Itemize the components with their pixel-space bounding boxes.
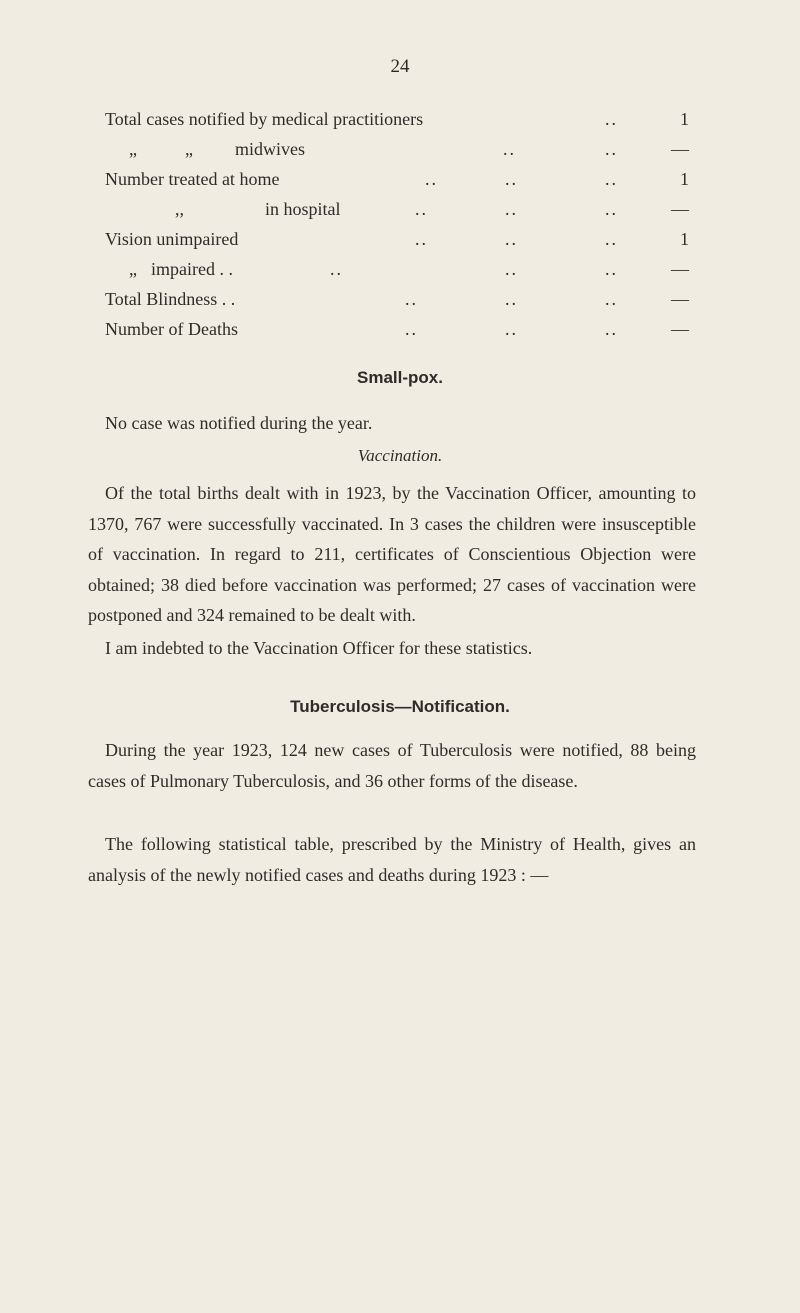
leader-dots: ..	[415, 229, 428, 249]
section-heading-vaccination: Vaccination.	[357, 446, 443, 465]
stat-row	[105, 164, 695, 194]
stat-value: —	[671, 289, 689, 309]
stat-label: in hospital	[265, 199, 341, 219]
vaccination-paragraph: Of the total births dealt with in 1923, by the Vaccination Officer, amounting to 1370, 767 were successfully vaccinated. In 3 cases the children were insusceptible of vaccination. In regard to 211, certificates of Conscientious Objection were obtained; 38 died before vaccination was performed; 27 cases of vaccination were postponed and 324 remained to be dealt with.	[88, 483, 696, 625]
stat-value: 1	[680, 229, 689, 249]
leader-dots: ..	[605, 139, 618, 159]
stat-label: Number treated at home	[105, 169, 280, 189]
stat-label: Number of Deaths	[105, 319, 238, 339]
leader-dots: ..	[605, 169, 618, 189]
leader-dots: ..	[505, 169, 518, 189]
leader-dots: ..	[415, 199, 428, 219]
stat-value: —	[671, 139, 689, 159]
stat-label: Vision unimpaired	[105, 229, 239, 249]
section-heading-tuberculosis: Tuberculosis—Notification.	[290, 697, 510, 716]
leader-dots: ..	[505, 259, 518, 279]
ditto-mark: „	[185, 139, 193, 159]
leader-dots: ..	[505, 199, 518, 219]
ditto-mark: ,,	[175, 199, 184, 219]
stat-value: —	[671, 259, 689, 279]
tuberculosis-paragraph: During the year 1923, 124 new cases of Tuberculosis were notified, 88 being cases of Pulmonary Tuberculosis, and 36 other forms of the disease.	[88, 740, 696, 791]
stat-row	[105, 224, 695, 254]
leader-dots: ..	[505, 289, 518, 309]
section-heading-smallpox: Small-pox.	[357, 368, 443, 387]
leader-dots: ..	[425, 169, 438, 189]
leader-dots: ..	[605, 259, 618, 279]
leader-dots: ..	[605, 319, 618, 339]
leader-dots: ..	[605, 289, 618, 309]
leader-dots: ..	[405, 319, 418, 339]
leader-dots: ..	[330, 259, 343, 279]
stat-label: impaired . .	[151, 259, 233, 279]
leader-dots: ..	[405, 289, 418, 309]
leader-dots: ..	[505, 319, 518, 339]
leader-dots: ..	[605, 199, 618, 219]
stat-label: Total Blindness . .	[105, 289, 236, 309]
stat-row	[105, 284, 695, 314]
leader-dots: ..	[605, 109, 618, 129]
page-number: 24	[390, 56, 410, 77]
stat-row	[105, 104, 695, 134]
stat-row	[105, 134, 695, 164]
leader-dots: ..	[505, 229, 518, 249]
tuberculosis-table-intro: The following statistical table, prescribed by the Ministry of Health, gives an analysis of the newly notified cases and deaths during 1923 : —	[88, 834, 696, 885]
stat-label: Total cases notified by medical practitioners	[105, 109, 424, 129]
stat-row	[105, 194, 695, 224]
stat-value: 1	[680, 109, 689, 129]
stat-row	[105, 314, 695, 344]
stat-value: 1	[680, 169, 689, 189]
stat-value: —	[671, 199, 689, 219]
smallpox-text: No case was notified during the year.	[105, 413, 373, 433]
stat-row	[105, 254, 695, 284]
leader-dots: ..	[605, 229, 618, 249]
notification-stats	[105, 104, 695, 344]
ditto-mark: „	[129, 139, 137, 159]
vaccination-acknowledgement: I am indebted to the Vaccination Officer for these statistics.	[105, 638, 533, 658]
leader-dots: ..	[503, 139, 516, 159]
ditto-mark: „	[129, 259, 137, 279]
stat-value: —	[671, 319, 689, 339]
stat-label: midwives	[235, 139, 305, 159]
